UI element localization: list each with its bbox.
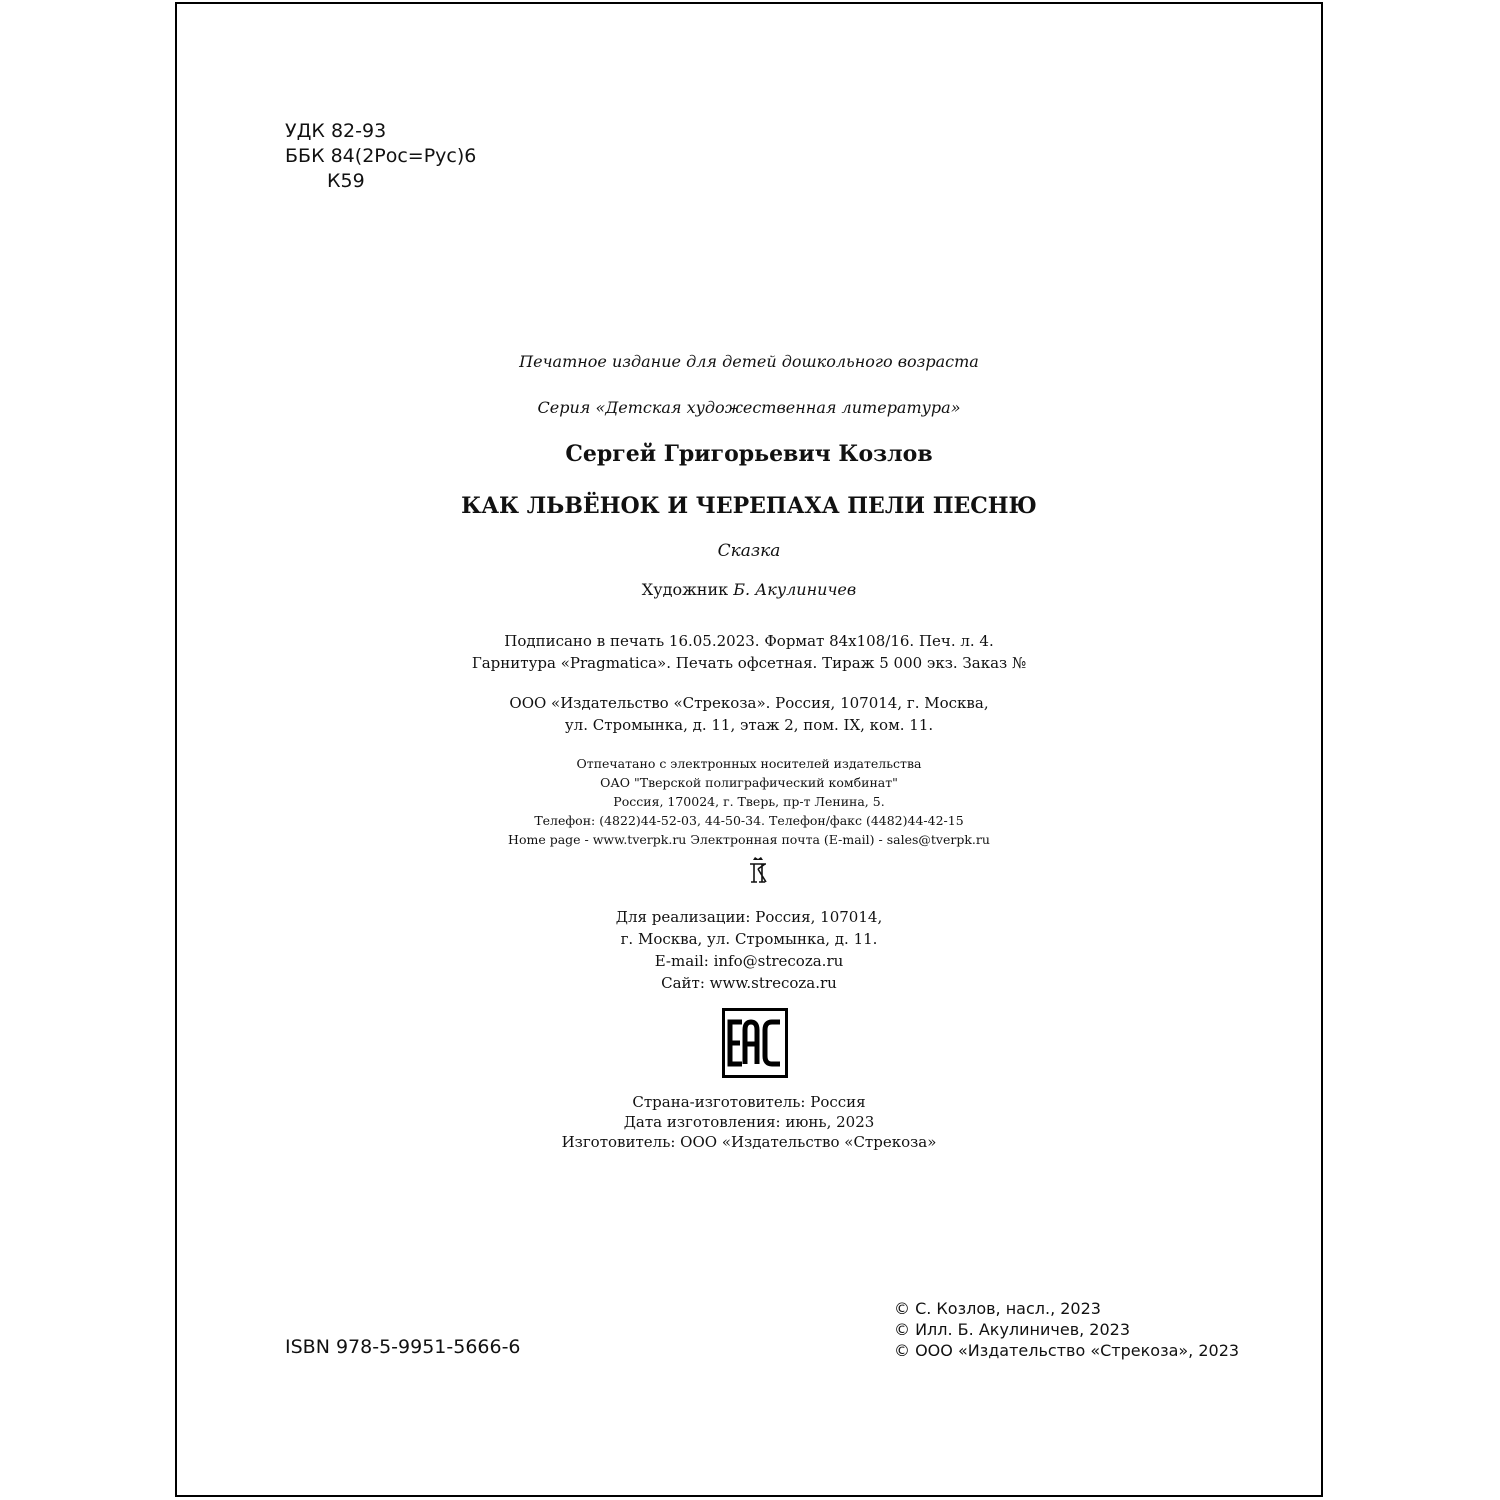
eac-mark-icon <box>722 1008 788 1078</box>
manufacture-line: Дата изготовления: июнь, 2023 <box>623 1113 875 1131</box>
manufacture-block <box>177 1092 1321 1152</box>
copyright-line: © ООО «Издательство «Стрекоза», 2023 <box>894 1341 1240 1360</box>
author-name: Сергей Григорьевич Козлов <box>565 441 933 467</box>
classification-block <box>285 119 476 194</box>
copyright-block <box>894 1298 1239 1361</box>
imprint-page <box>175 2 1323 1497</box>
copyright-line: © С. Козлов, насл., 2023 <box>894 1299 1101 1318</box>
isbn: ISBN 978-5-9951-5666-6 <box>285 1336 521 1358</box>
book-title: КАК ЛЬВЁНОК И ЧЕРЕПАХА ПЕЛИ ПЕСНЮ <box>461 493 1037 519</box>
manufacture-line: Изготовитель: ООО «Издательство «Стрекоза» <box>561 1133 937 1151</box>
sale-line: Для реализации: Россия, 107014, <box>615 908 883 926</box>
bbk-code: ББК 84(2Рос=Рус)6 <box>285 145 477 167</box>
illustrator-name: Б. Акулиничев <box>733 580 857 599</box>
author-code: К59 <box>327 170 365 192</box>
print-info-block <box>177 630 1321 674</box>
udk-code: УДК 82-93 <box>285 120 387 142</box>
printer-line: ОАО "Тверской полиграфический комбинат" <box>600 775 898 790</box>
series-name: Серия «Детская художественная литература» <box>537 398 961 417</box>
sale-line: Сайт: www.strecoza.ru <box>661 974 837 992</box>
copyright-line: © Илл. Б. Акулиничев, 2023 <box>894 1320 1131 1339</box>
printer-line: Отпечатано с электронных носителей издательства <box>576 756 922 771</box>
publisher-line: ул. Стромынка, д. 11, этаж 2, пом. IX, ком. 11. <box>564 716 934 734</box>
publisher-block <box>177 692 1321 736</box>
printer-line: Home page - www.tverpk.ru Электронная почта (E-mail) - sales@tverpk.ru <box>508 832 990 847</box>
print-info-line: Подписано в печать 16.05.2023. Формат 84x108/16. Печ. л. 4. <box>504 632 994 650</box>
illustrator-credit <box>177 580 1321 599</box>
printer-line: Россия, 170024, г. Тверь, пр-т Ленина, 5. <box>613 794 885 809</box>
publisher-line: ООО «Издательство «Стрекоза». Россия, 107014, г. Москва, <box>509 694 989 712</box>
illustrator-label: Художник <box>641 580 729 599</box>
sale-block <box>177 906 1321 994</box>
printer-block <box>177 754 1321 849</box>
genre: Сказка <box>717 541 781 561</box>
printer-logo-icon <box>745 855 771 885</box>
sale-line: E-mail: info@strecoza.ru <box>654 952 844 970</box>
audience-note: Печатное издание для детей дошкольного возраста <box>519 352 979 371</box>
print-info-line: Гарнитура «Pragmatica». Печать офсетная. Тираж 5 000 экз. Заказ № <box>471 654 1027 672</box>
sale-line: г. Москва, ул. Стромынка, д. 11. <box>620 930 878 948</box>
manufacture-line: Страна-изготовитель: Россия <box>632 1093 866 1111</box>
printer-line: Телефон: (4822)44-52-03, 44-50-34. Телефон/факс (4482)44-42-15 <box>534 813 964 828</box>
